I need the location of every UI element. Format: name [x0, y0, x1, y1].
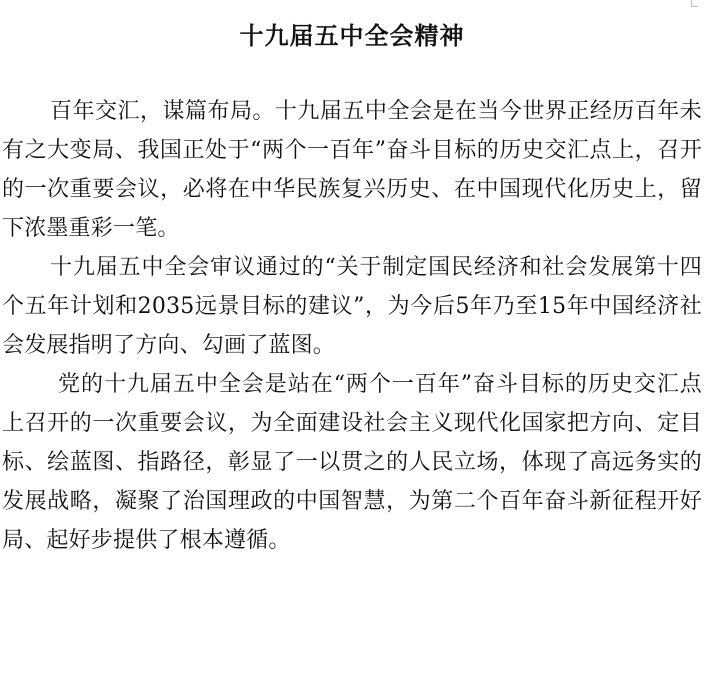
document-body — [2, 92, 702, 560]
paragraph-3: 党的十九届五中全会是站在“两个一百年”奋斗目标的历史交汇点上召开的一次重要会议，为全面建设社会主义现代化国家把方向、定目标、绘蓝图、指路径，彰显了一以贯之的人民立场，体现了高远务实的发展战略，凝聚了治国理政的中国智慧，为第二个百年奋斗新征程开好局、起好步提供了根本遵循。 — [2, 372, 702, 553]
document-title: 十九届五中全会精神 — [239, 22, 465, 50]
page-corner-mark — [691, 0, 698, 7]
paragraph-2: 十九届五中全会审议通过的“关于制定国民经济和社会发展第十四个五年计划和2035远景目标的建议”，为今后5年乃至15年中国经济社会发展指明了方向、勾画了蓝图。 — [2, 255, 702, 358]
paragraph-1: 百年交汇，谋篇布局。十九届五中全会是在当今世界正经历百年未有之大变局、我国正处于“两个一百年”奋斗目标的历史交汇点上，召开的一次重要会议，必将在中华民族复兴历史、在中国现代化历史上，留下浓墨重彩一笔。 — [2, 99, 702, 241]
